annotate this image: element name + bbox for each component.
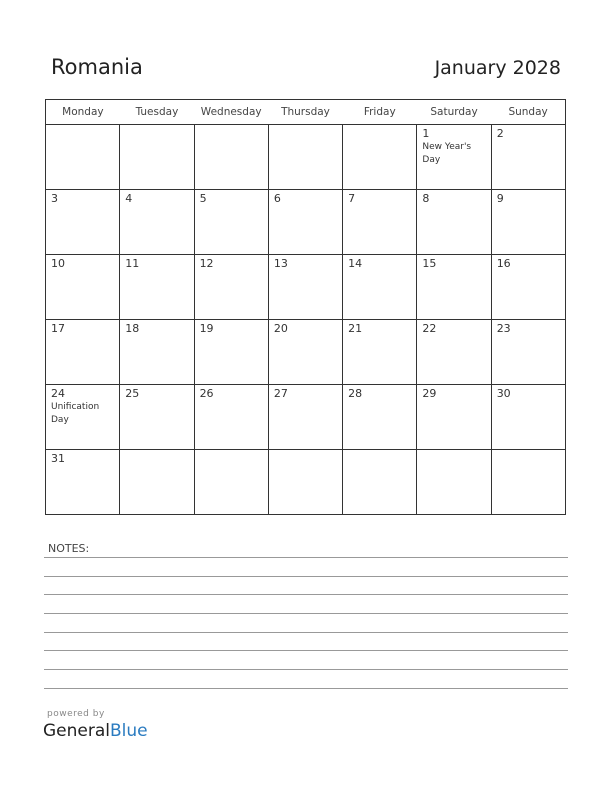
day-number: 10: [51, 257, 65, 270]
day-number: [120, 125, 193, 127]
calendar-day-cell: [417, 385, 491, 450]
calendar-day-cell: [491, 385, 565, 450]
calendar-day-cell: [343, 320, 417, 385]
calendar-day-cell: [194, 385, 268, 450]
day-number: 2: [496, 127, 504, 140]
calendar-day-cell: [417, 125, 491, 190]
day-number: 21: [348, 322, 363, 335]
day-number: 20: [273, 322, 288, 335]
calendar-day-cell: [491, 190, 565, 255]
calendar-day-cell: [194, 125, 268, 190]
calendar-day-cell: [343, 125, 417, 190]
day-number: [195, 125, 268, 127]
calendar-day-cell: [491, 255, 565, 320]
calendar-day-cell: [194, 450, 268, 515]
calendar-day-cell: [491, 320, 565, 385]
calendar-day-cell: [268, 255, 342, 320]
day-number: 6: [273, 192, 281, 205]
calendar-day-cell: [491, 125, 565, 190]
weekday-header: Friday: [343, 100, 417, 125]
day-number: 9: [496, 192, 504, 205]
day-number: [195, 450, 268, 452]
notes-line: [44, 594, 568, 595]
calendar-day-cell: [120, 385, 194, 450]
calendar-day-cell: [268, 385, 342, 450]
day-number: 18: [125, 322, 140, 335]
day-number: [120, 450, 193, 452]
calendar-week-row: [46, 190, 566, 255]
calendar-day-cell: [120, 320, 194, 385]
day-number: 22: [422, 322, 437, 335]
weekday-header: Tuesday: [120, 100, 194, 125]
calendar-day-cell: [343, 255, 417, 320]
day-number: 29: [422, 387, 437, 400]
holiday-label: New Year's Day: [422, 142, 472, 165]
day-number: 13: [273, 257, 288, 270]
calendar-day-cell: [46, 255, 120, 320]
calendar-day-cell: [46, 125, 120, 190]
weekday-header-row: [46, 100, 566, 125]
day-number: [417, 450, 490, 452]
calendar-day-cell: [417, 190, 491, 255]
brand-logo: [43, 721, 148, 741]
calendar-day-cell: [268, 320, 342, 385]
day-number: [343, 125, 416, 127]
calendar-week-row: [46, 125, 566, 190]
calendar-day-cell: [194, 255, 268, 320]
powered-by-text: powered by: [47, 709, 105, 719]
calendar-day-cell: [268, 190, 342, 255]
calendar-day-cell: [120, 190, 194, 255]
notes-line: [44, 669, 568, 670]
calendar-day-cell: [491, 450, 565, 515]
holiday-label: Unification Day: [51, 402, 100, 425]
day-number: 17: [51, 322, 65, 335]
day-number: 3: [51, 192, 58, 205]
calendar-day-cell: [343, 190, 417, 255]
notes-line: [44, 576, 568, 577]
notes-line: [44, 613, 568, 614]
calendar-day-cell: [120, 125, 194, 190]
calendar-day-cell: [46, 385, 120, 450]
day-number: 26: [199, 387, 214, 400]
day-number: [46, 125, 119, 127]
day-number: 11: [125, 257, 140, 270]
calendar-day-cell: [194, 190, 268, 255]
month-title: January 2028: [434, 57, 561, 79]
weekday-header: Monday: [46, 100, 120, 125]
calendar-grid: [45, 99, 566, 515]
calendar-week-row: [46, 385, 566, 450]
calendar-day-cell: [417, 255, 491, 320]
day-number: 1: [422, 127, 430, 140]
calendar-day-cell: [46, 190, 120, 255]
day-number: [269, 450, 342, 452]
calendar-day-cell: [120, 255, 194, 320]
day-number: 19: [199, 322, 214, 335]
day-number: 24: [51, 387, 65, 400]
calendar-day-cell: [120, 450, 194, 515]
day-number: 14: [348, 257, 363, 270]
calendar-day-cell: [343, 385, 417, 450]
calendar-day-cell: [46, 320, 120, 385]
notes-line: [44, 557, 568, 558]
day-number: [269, 125, 342, 127]
notes-line: [44, 650, 568, 651]
brand-blue: Blue: [110, 721, 148, 741]
calendar-week-row: [46, 255, 566, 320]
day-number: 4: [125, 192, 133, 205]
day-number: [343, 450, 416, 452]
day-number: 25: [125, 387, 140, 400]
calendar-day-cell: [194, 320, 268, 385]
day-number: 30: [496, 387, 511, 400]
calendar-week-row: [46, 450, 566, 515]
day-number: 27: [273, 387, 288, 400]
day-number: 15: [422, 257, 437, 270]
day-number: [492, 450, 565, 452]
calendar-day-cell: [268, 125, 342, 190]
day-number: 12: [199, 257, 214, 270]
calendar-day-cell: [46, 450, 120, 515]
day-number: 5: [199, 192, 207, 205]
day-number: 8: [422, 192, 430, 205]
brand-general: General: [43, 721, 110, 741]
calendar-day-cell: [417, 450, 491, 515]
day-number: 16: [496, 257, 511, 270]
calendar-day-cell: [343, 450, 417, 515]
country-title: Romania: [51, 55, 143, 79]
weekday-header: Wednesday: [194, 100, 268, 125]
calendar-day-cell: [268, 450, 342, 515]
day-number: 23: [496, 322, 511, 335]
notes-line: [44, 688, 568, 689]
notes-line: [44, 632, 568, 633]
calendar-day-cell: [417, 320, 491, 385]
weekday-header: Thursday: [268, 100, 342, 125]
day-number: 28: [348, 387, 363, 400]
calendar-week-row: [46, 320, 566, 385]
weekday-header: Sunday: [491, 100, 565, 125]
day-number: 7: [348, 192, 356, 205]
weekday-header: Saturday: [417, 100, 491, 125]
day-number: 31: [51, 452, 65, 465]
notes-label: NOTES:: [48, 542, 90, 555]
